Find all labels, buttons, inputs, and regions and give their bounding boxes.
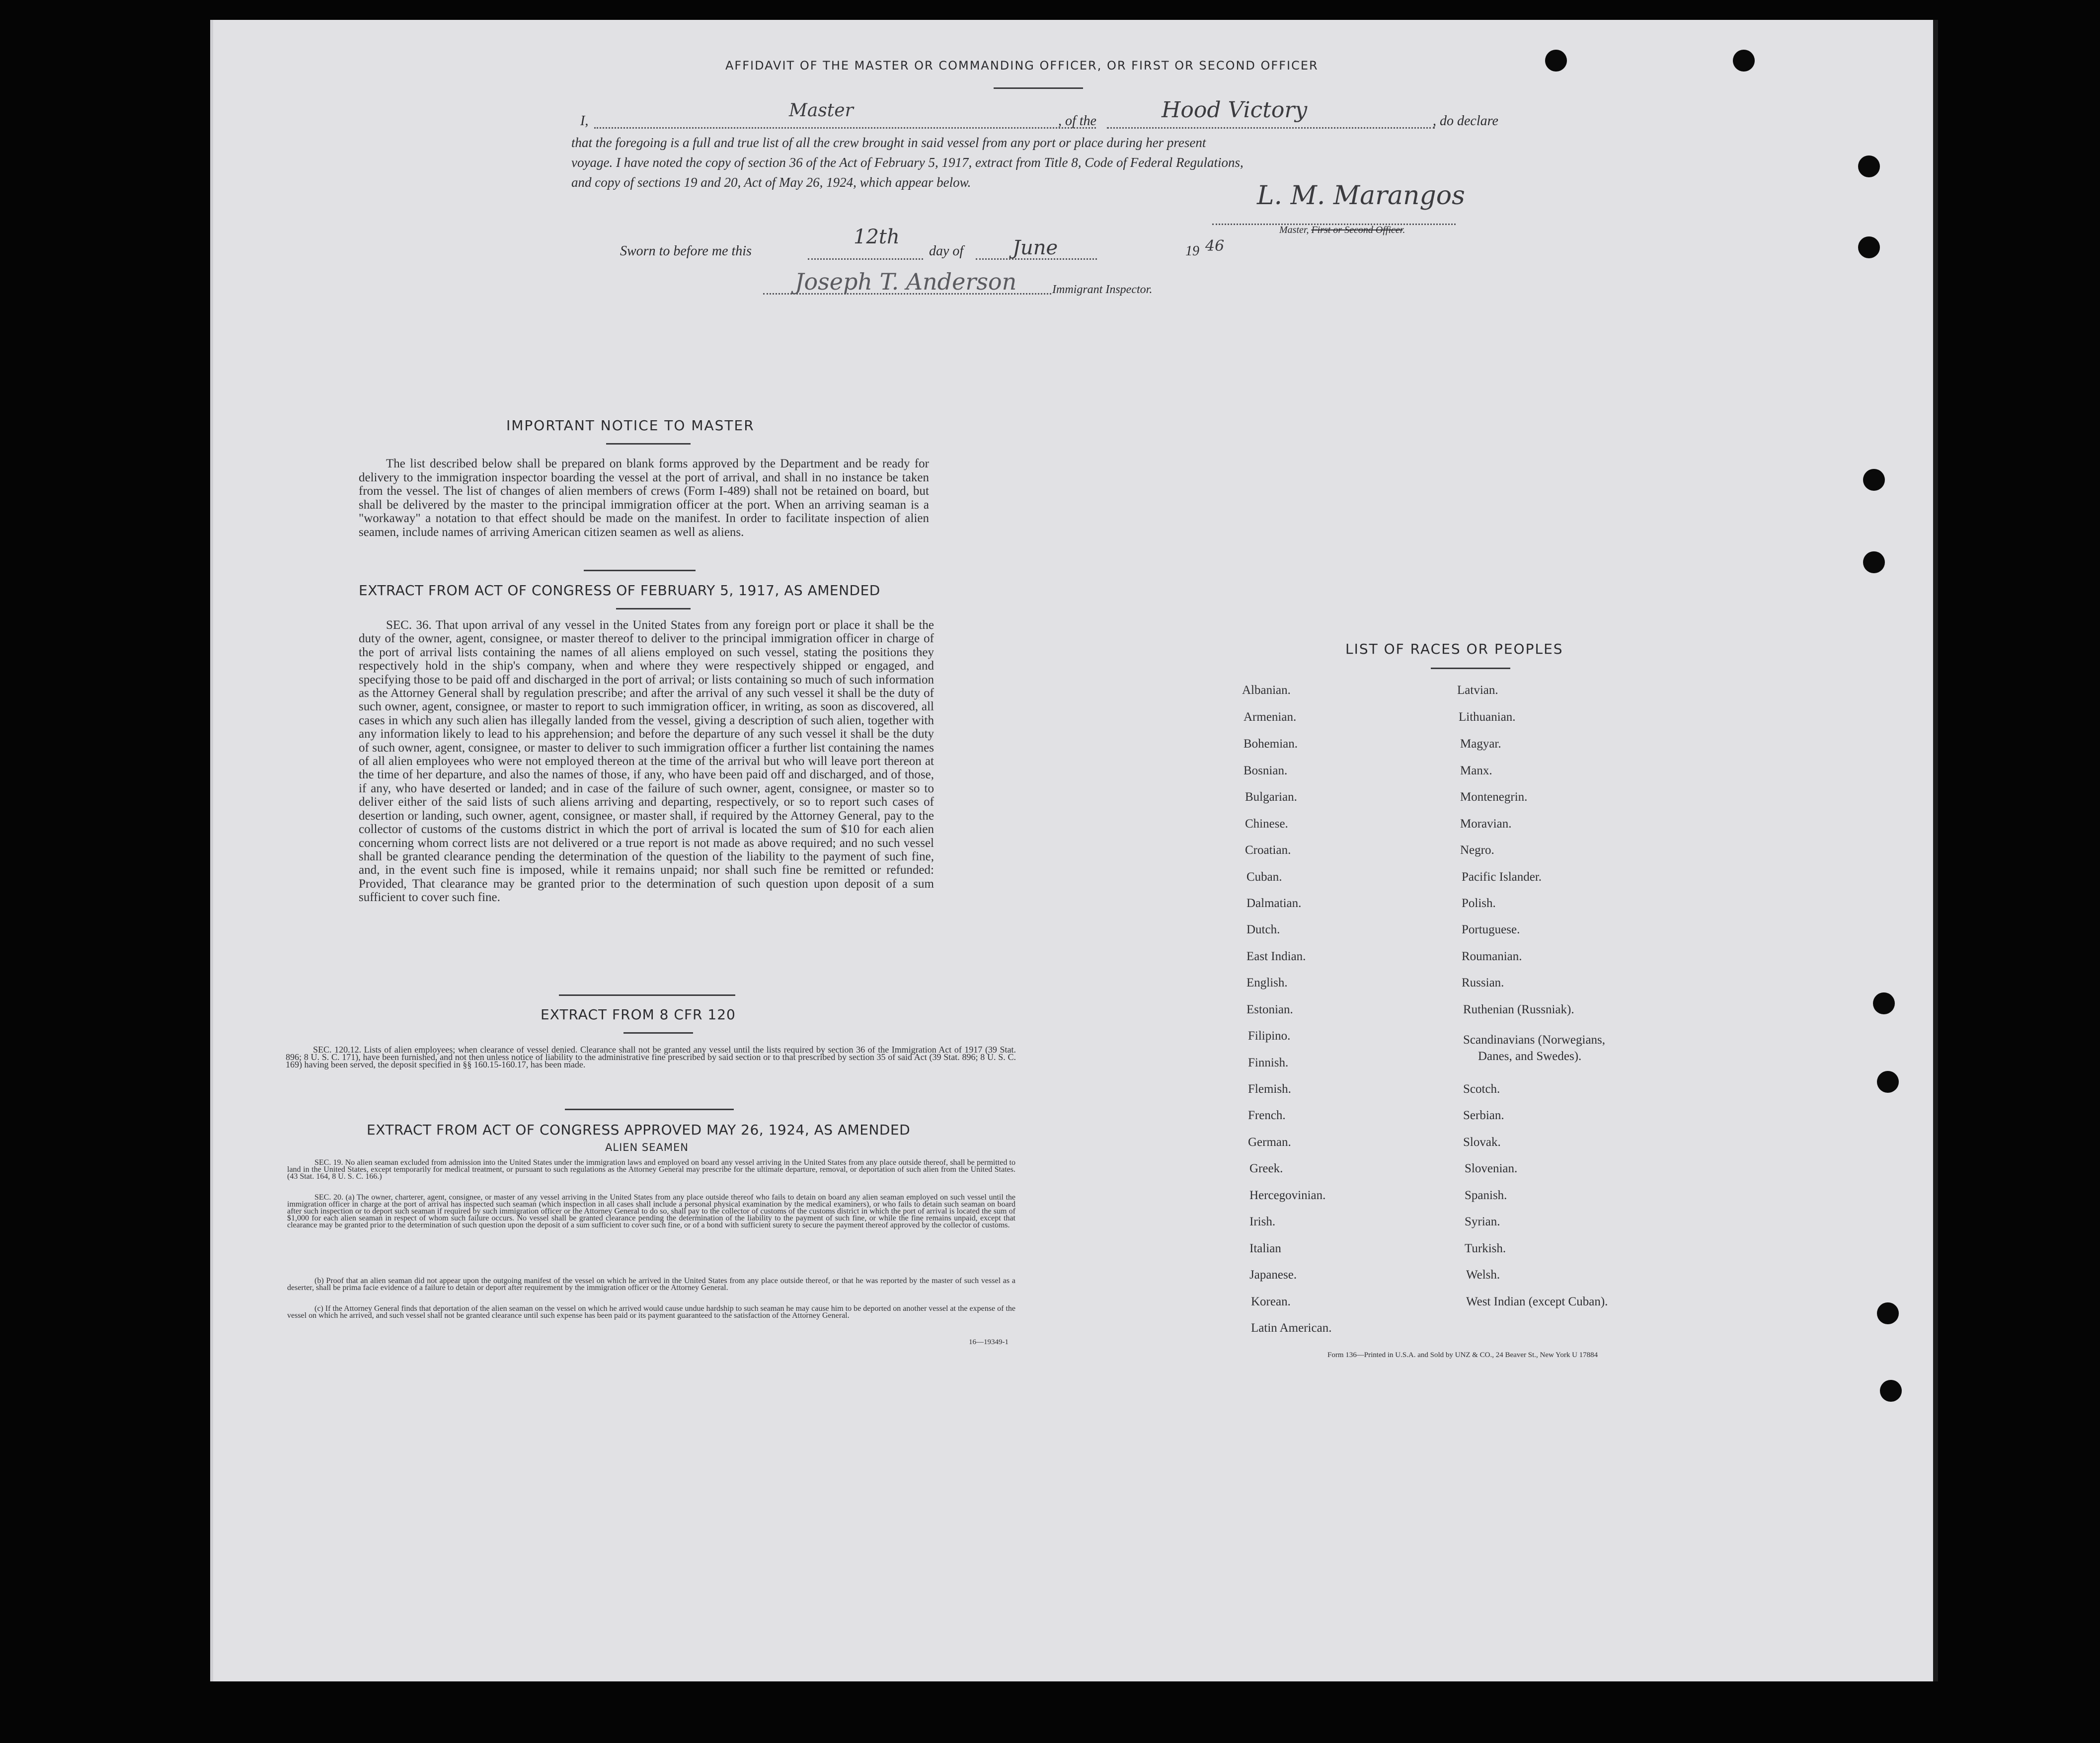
race-item: Bulgarian. <box>1245 790 1297 804</box>
affidavit-line1 <box>580 97 1521 129</box>
form-number-left: 16—19349-1 <box>969 1338 1009 1346</box>
race-item: Chinese. <box>1245 817 1288 831</box>
rank-handwritten: Master <box>789 100 854 121</box>
punch-hole <box>1873 992 1895 1014</box>
race-item: Irish. <box>1249 1215 1276 1228</box>
race-item: Scandinavians (Norwegians, <box>1463 1033 1606 1047</box>
master-signature: L. M. Marangos <box>1257 181 1465 211</box>
race-item: Slovenian. <box>1465 1162 1518 1175</box>
race-item: Lithuanian. <box>1459 710 1516 724</box>
race-item: Roumanian. <box>1462 950 1522 963</box>
race-item: Polish. <box>1462 897 1496 910</box>
sec-20b-text: (b) Proof that an alien seaman did not appear upon the outgoing manifest of the vessel on which he arrived in the United States from any place outside thereof, or that he was reported by the master of such vessel as a deserter, shall be prima facie evidence of a failure to detain or deport after requirement by the immigration officer or the Attorney General. <box>287 1277 1015 1292</box>
race-item: Syrian. <box>1465 1215 1500 1228</box>
vessel-handwritten: Hood Victory <box>1162 97 1308 123</box>
extract-1917-title: EXTRACT FROM ACT OF CONGRESS OF FEBRUARY 5, 1917, AS AMENDED <box>359 582 880 599</box>
race-item: Russian. <box>1462 976 1504 989</box>
race-item: English. <box>1246 976 1288 989</box>
race-item: West Indian (except Cuban). <box>1466 1295 1608 1308</box>
race-item: Ruthenian (Russniak). <box>1463 1003 1574 1016</box>
printer-footer: Form 136—Printed in U.S.A. and Sold by UNZ & CO., 24 Beaver St., New York U 17884 <box>1327 1351 1598 1359</box>
day-blank <box>808 258 923 260</box>
struck-officer-text: First or Second Officer <box>1311 225 1403 235</box>
race-item: Greek. <box>1249 1162 1283 1175</box>
race-item: Flemish. <box>1248 1082 1291 1096</box>
do-declare-label: , do declare <box>1433 113 1498 129</box>
race-item: Slovak. <box>1463 1136 1501 1149</box>
extract-1917-body: SEC. 36. That upon arrival of any vessel in the United States from any foreign port or place it shall be the duty of the owner, agent, consignee, or master thereof to deliver to the principal immigration officer in charge of the port of arrival lists containing the names of all aliens employed on such vessel, stating the positions they respectively hold in the ship's company, when and where they were respectively shipped or engaged, and specifying those to be paid off and discharged in the port of arrival; or lists containing so much of such information as the Attorney General shall by regulation prescribe; and after the arrival of any such vessel it shall be the duty of such owner, agent, consignee, or master to report to such immigration officer, in writing, as soon as discovered, all cases in which any such alien has illegally landed from the vessel, giving a description of such alien, together with any information likely to lead to his apprehension; and before the departure of any such vessel it shall be the duty of such owner, agent, consignee, or master to deliver to such immigration officer a further list containing the names of all alien employees who were not employed thereon at the time of the arrival but who will leave port thereon at the time of her departure, and also the names of those, if any, who have been paid off and discharged, and of those, if any, who have deserted or landed; and in case of the failure of such owner, agent, consignee, or master so to deliver either of the said lists of such aliens arriving and departing, respectively, or so to report such cases of desertion or landing, such owner, agent, consignee, or master shall, if required by the Attorney General, pay to the collector of customs of the customs district in which the port of arrival is located the sum of $10 for each alien concerning whom correct lists are not delivered or a true report is not made as above required; and no such vessel shall be granted clearance pending the determination of the question of the liability to the payment of such fine, and, in the event such fine is imposed, while it remains unpaid; nor shall such fine be remitted or refunded: Provided, That clearance may be granted prior to the determination of such question upon deposit of a sum sufficient to cover such fine. <box>359 618 934 905</box>
day-of-label: day of <box>929 243 964 259</box>
race-item: Scotch. <box>1463 1082 1500 1096</box>
race-item: Dalmatian. <box>1246 897 1302 910</box>
race-item: French. <box>1248 1109 1286 1122</box>
sworn-year: 46 <box>1205 237 1225 255</box>
rank-blank <box>594 127 1096 129</box>
notice-body: The list described below shall be prepared on blank forms approved by the Department and be ready for delivery to the immigration inspector boarding the vessel at the port of arrival, and shall in no instance be taken from the vessel. The list of changes of alien members of crews (Form I-489) shall not be retained on board, but shall be delivered by the master to the principal immigration officer at the port. When an arriving seaman is a "workaway" a notation to that effect should be made on the manifest. In order to facilitate inspection of alien seamen, include names of arriving American citizen seamen as well as aliens. <box>359 457 929 539</box>
of-the-label: , of the <box>1058 113 1096 129</box>
sec-19-text: SEC. 19. No alien seaman excluded from admission into the United States under the immigration laws and employed on board any vessel arriving in the United States from any place outside thereof, shall be permitted to land in the United States, except temporarily for medical treatment, or pursuant to such regulations as the Attorney General may prescribe for the ultimate departure, removal, or deportation of such alien from the United States. (43 Stat. 164, 8 U. S. C. 166.) <box>287 1158 1015 1181</box>
race-item: Montenegrin. <box>1460 790 1528 804</box>
affidavit-line4: and copy of sections 19 and 20, Act of May 26, 1924, which appear below. <box>571 175 971 190</box>
race-item: Croatian. <box>1245 843 1291 857</box>
punch-hole <box>1877 1071 1899 1093</box>
race-item: Danes, and Swedes). <box>1478 1050 1582 1063</box>
race-item: Portuguese. <box>1462 923 1520 936</box>
race-item: Latin American. <box>1251 1321 1332 1335</box>
punch-hole <box>1858 236 1880 258</box>
sec-20c-text: (c) If the Attorney General finds that deportation of the alien seaman on the vessel on which he arrived would cause undue hardship to such seaman he may cause him to be deported on another vessel at the expense of the vessel on which he arrived, and such vessel shall not be granted clearance until such expense has been paid or its payment guaranteed to the satisfaction of the Attorney General. <box>287 1304 1015 1320</box>
race-item: Turkish. <box>1465 1242 1506 1255</box>
race-item: Estonian. <box>1246 1003 1293 1016</box>
punch-hole <box>1880 1380 1902 1402</box>
race-item: Latvian. <box>1457 683 1498 697</box>
race-item: Finnish. <box>1248 1056 1289 1069</box>
race-item: Serbian. <box>1463 1109 1504 1122</box>
year-prefix: 19 <box>1185 243 1199 259</box>
punch-hole <box>1733 50 1755 72</box>
notice-title: IMPORTANT NOTICE TO MASTER <box>506 417 755 434</box>
race-item: Moravian. <box>1460 817 1512 831</box>
extract-1917-end-divider <box>559 994 735 996</box>
race-item: Cuban. <box>1246 870 1282 884</box>
race-item: Hercegovinian. <box>1249 1189 1326 1202</box>
notice-end-divider <box>584 570 696 571</box>
sworn-month: June <box>1012 236 1058 259</box>
race-item: Pacific Islander. <box>1462 870 1542 884</box>
race-item: Welsh. <box>1466 1268 1500 1282</box>
race-item: Negro. <box>1460 843 1494 857</box>
extract-cfr-end-divider <box>565 1109 734 1110</box>
extract-1924-title: EXTRACT FROM ACT OF CONGRESS APPROVED MAY 26, 1924, AS AMENDED <box>367 1122 911 1138</box>
punch-hole <box>1877 1302 1899 1324</box>
race-item: Bohemian. <box>1244 737 1298 751</box>
race-item: Manx. <box>1460 764 1492 777</box>
sec-20a-text: SEC. 20. (a) The owner, charterer, agent, consignee, or master of any vessel arriving in the United States from any place outside thereof who fails to detain on board any alien seaman employed on such vessel until the immigration officer in charge at the port of arrival has inspected such seaman (which inspection in all cases shall include a personal physical examination by the medical examiners), or who fails to detain such seaman on board after such inspection or to deport such seaman if required by such immigration officer or the Attorney General to do so, shall pay to the collector of customs of the customs district in which the port of arrival is located the sum of $1,000 for each alien seaman in respect of whom such failure occurs. No vessel shall be granted clearance pending the determination of the liability to the payment of such fine, or while the fine remains unpaid, except that clearance may be granted prior to the determination of such question upon the deposit of a sum sufficient to cover such fine, or of a bond with sufficient surety to secure the payment thereof approved by the collector of customs. <box>287 1193 1015 1229</box>
race-item: Magyar. <box>1460 737 1501 751</box>
extract-cfr-title: EXTRACT FROM 8 CFR 120 <box>541 1006 736 1023</box>
punch-hole <box>1863 469 1885 491</box>
affidavit-title: AFFIDAVIT OF THE MASTER OR COMMANDING OFFICER, OR FIRST OR SECOND OFFICER <box>725 59 1319 73</box>
inspector-caption: Immigrant Inspector. <box>1052 283 1153 296</box>
punch-hole <box>1863 551 1885 573</box>
race-item: Armenian. <box>1244 710 1297 724</box>
vessel-blank <box>1107 127 1435 129</box>
sworn-line <box>620 226 1241 264</box>
sworn-text: Sworn to before me this <box>620 243 752 259</box>
races-title: LIST OF RACES OR PEOPLES <box>1345 641 1563 657</box>
race-item: Filipino. <box>1248 1029 1291 1043</box>
punch-hole <box>1545 50 1567 72</box>
races-divider <box>1431 668 1510 669</box>
affidavit-line2: that the foregoing is a full and true list of all the crew brought in said vessel from any port or place during her present <box>571 135 1206 150</box>
master-caption <box>1279 225 1405 236</box>
race-item: Italian <box>1249 1242 1281 1255</box>
extract-1924-subtitle: ALIEN SEAMEN <box>605 1141 689 1153</box>
race-item: Albanian. <box>1242 683 1291 697</box>
extract-1917-divider <box>616 608 691 609</box>
race-item: Bosnian. <box>1244 764 1288 777</box>
inspector-signature: Joseph T. Anderson <box>795 268 1017 295</box>
punch-hole <box>1858 155 1880 177</box>
race-item: Spanish. <box>1465 1189 1507 1202</box>
i-label: I, <box>580 113 589 129</box>
race-item: Korean. <box>1251 1295 1291 1308</box>
master-caption-text: Master, <box>1279 225 1312 235</box>
title-divider <box>994 87 1083 89</box>
extract-cfr-body: SEC. 120.12. Lists of alien employees; when clearance of vessel denied. Clearance shall not be granted any vessel until the lists required by section 36 of the Immigration Act of 1917 (39 Stat. 896; 8 U. S. C. 171), have been furnished, and not then unless notice of liability to the administrative fine prescribed by said section or to that prescribed by section 35 of said Act (39 Stat. 896; 8 U. S. C. 169) having been served, the deposit specified in §§ 160.15-160.17, has been made. <box>286 1045 1016 1069</box>
sworn-day: 12th <box>854 226 900 248</box>
race-item: German. <box>1248 1136 1291 1149</box>
race-item: East Indian. <box>1246 950 1306 963</box>
master-caption-end: . <box>1402 225 1405 235</box>
race-item: Japanese. <box>1249 1268 1297 1282</box>
affidavit-line3: voyage. I have noted the copy of section 36 of the Act of February 5, 1917, extract from Title 8, Code of Federal Regulations, <box>571 155 1244 170</box>
extract-cfr-divider <box>623 1032 693 1034</box>
notice-divider <box>606 443 691 445</box>
race-item: Dutch. <box>1246 923 1280 936</box>
